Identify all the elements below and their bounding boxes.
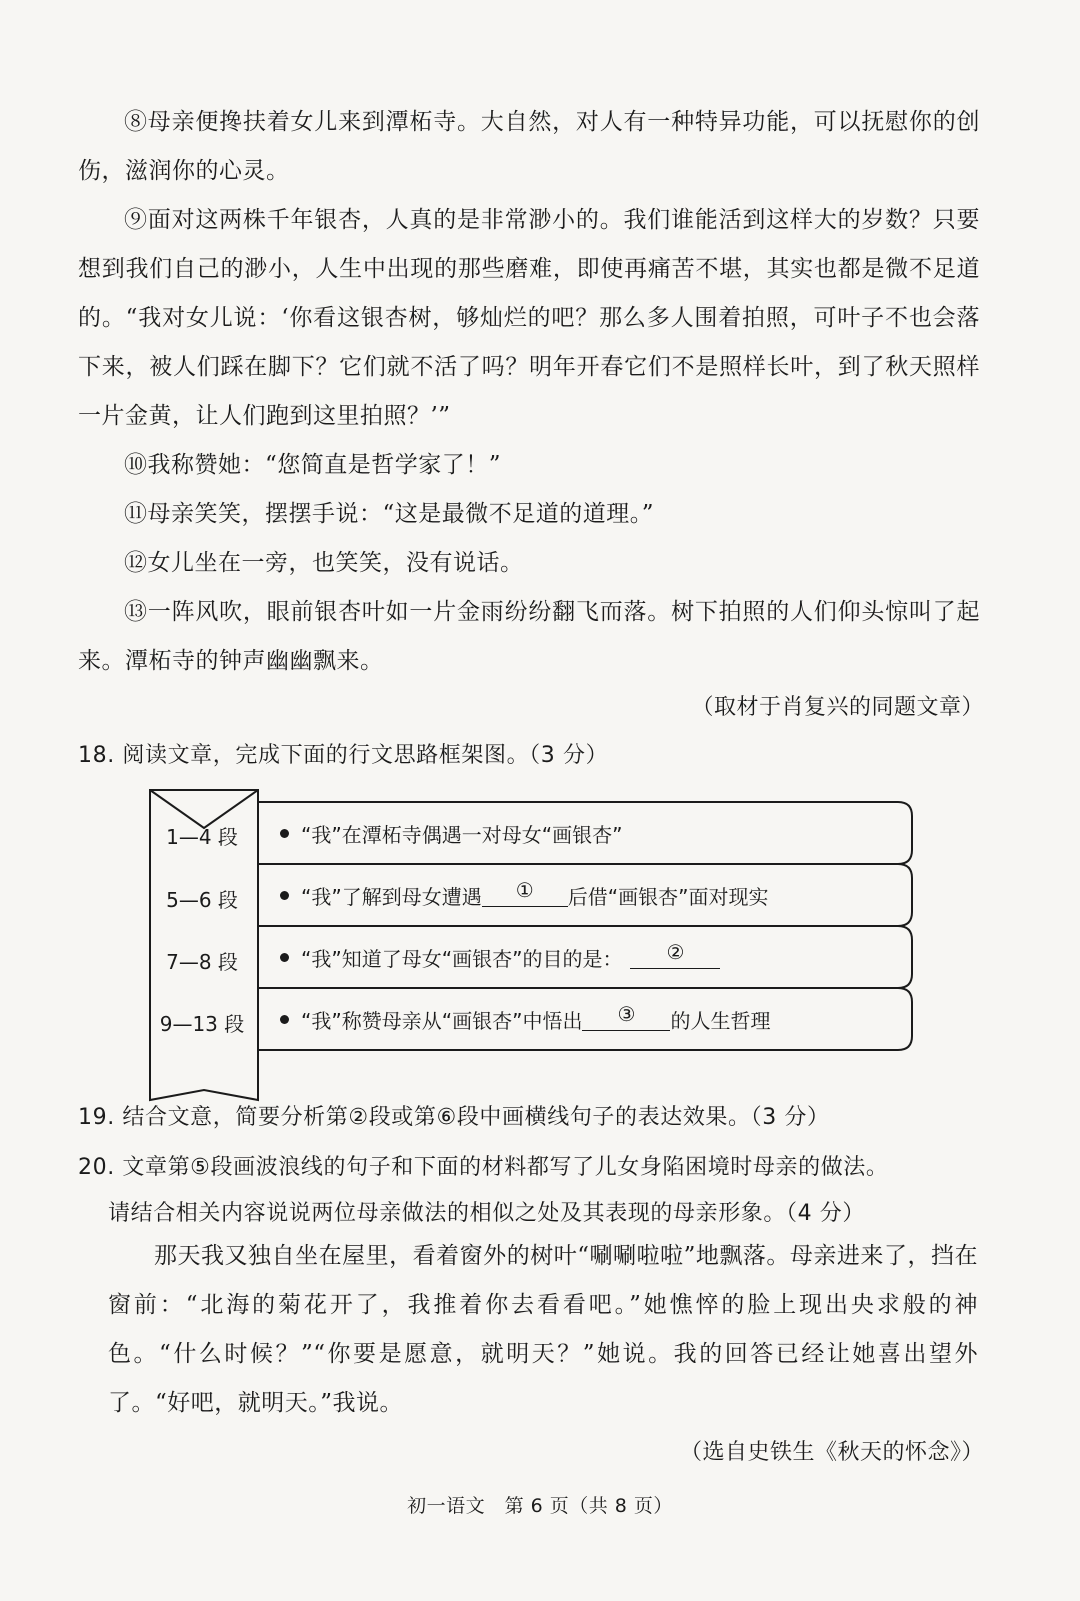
segment-label-1: 1—4 段 [166,825,238,849]
reading-material: 那天我又独自坐在屋里，看着窗外的树叶“唰唰啦啦”地飘落。母亲进来了，挡在窗前：“北海的菊花开了，我推着你去看看吧。”她憔悴的脸上现出央求般的神色。“什么时候？”“你要是愿意，就明天？”她说。我的回答已经让她喜出望外了。“好吧，就明天。”我说。 [108,1243,978,1416]
flow-row-1 [258,802,622,864]
paragraph-11: ⑪母亲笑笑，摆摆手说：“这是最微不足道的道理。” [124,501,655,527]
row-2-text-before: “我”了解到母女遭遇 [301,884,482,909]
answer-blank-2[interactable] [630,939,720,969]
paragraph-10: ⑩我称赞她：“您简直是哲学家了！” [124,452,502,478]
row-2-text-after: 后借“画银杏”面对现实 [567,884,769,909]
row-3-text-before: “我”知道了母女“画银杏”的目的是： [301,946,623,971]
paragraph-12: ⑫女儿坐在一旁，也笑笑，没有说话。 [124,550,524,576]
row-1-text: “我”在潭柘寺偶遇一对母女“画银杏” [301,822,623,847]
blank-1-number: ① [515,877,534,902]
question-18: 18. 阅读文章，完成下面的行文思路框架图。（3 分） [78,743,609,768]
blank-2-number: ② [666,939,685,964]
segment-label-2: 5—6 段 [166,888,238,912]
flow-row-3 [258,926,720,988]
question-19: 19. 结合文意，简要分析第②段或第⑥段中画横线句子的表达效果。（3 分） [78,1105,830,1130]
page-footer: 初一语文 第 6 页（共 8 页） [407,1495,673,1517]
paragraph-8: ⑧母亲便搀扶着女儿来到潭柘寺。大自然，对人有一种特异功能，可以抚慰你的创伤，滋润你的心灵。 [78,109,980,184]
question-20-line-2: 请结合相关内容说说两位母亲做法的相似之处及其表现的母亲形象。（4 分） [108,1201,865,1226]
segment-label-4: 9—13 段 [159,1012,245,1036]
row-4-text-before: “我”称赞母亲从“画银杏”中悟出 [301,1008,583,1033]
paragraph-9: ⑨面对这两株千年银杏，人真的是非常渺小的。我们谁能活到这样大的岁数？只要想到我们自己的渺小，人生中出现的那些磨难，即使再痛苦不堪，其实也都是微不足道的。“我对女儿说：‘你看这银杏树，够灿烂的吧？那么多人围着拍照，可叶子不也会落下来，被人们踩在脚下？它们就不活了吗？明年开春它们不是照样长叶，到了秋天照样一片金黄，让人们跑到这里拍照？’” [78,207,980,429]
bullet-icon [280,1015,289,1024]
bullet-icon [280,891,289,900]
bullet-icon [280,953,289,962]
paragraph-13: ⑬一阵风吹，眼前银杏叶如一片金雨纷纷翻飞而落。树下拍照的人们仰头惊叫了起来。潭柘寺的钟声幽幽飘来。 [78,599,980,674]
answer-blank-1[interactable] [482,877,568,907]
flow-diagram [148,788,948,1108]
blank-3-number: ③ [617,1001,636,1026]
bullet-icon [280,829,289,838]
segment-label-3: 7—8 段 [166,950,238,974]
flow-row-4 [258,988,770,1050]
source-citation-2: （选自史铁生《秋天的怀念》） [679,1440,984,1465]
row-4-text-after: 的人生哲理 [670,1008,771,1033]
source-citation-1: （取材于肖复兴的同题文章） [691,695,984,720]
answer-blank-3[interactable] [582,1001,670,1031]
flow-row-2 [258,864,768,926]
question-20-line-1: 20. 文章第⑤段画波浪线的句子和下面的材料都写了儿女身陷困境时母亲的做法。 [78,1155,889,1180]
